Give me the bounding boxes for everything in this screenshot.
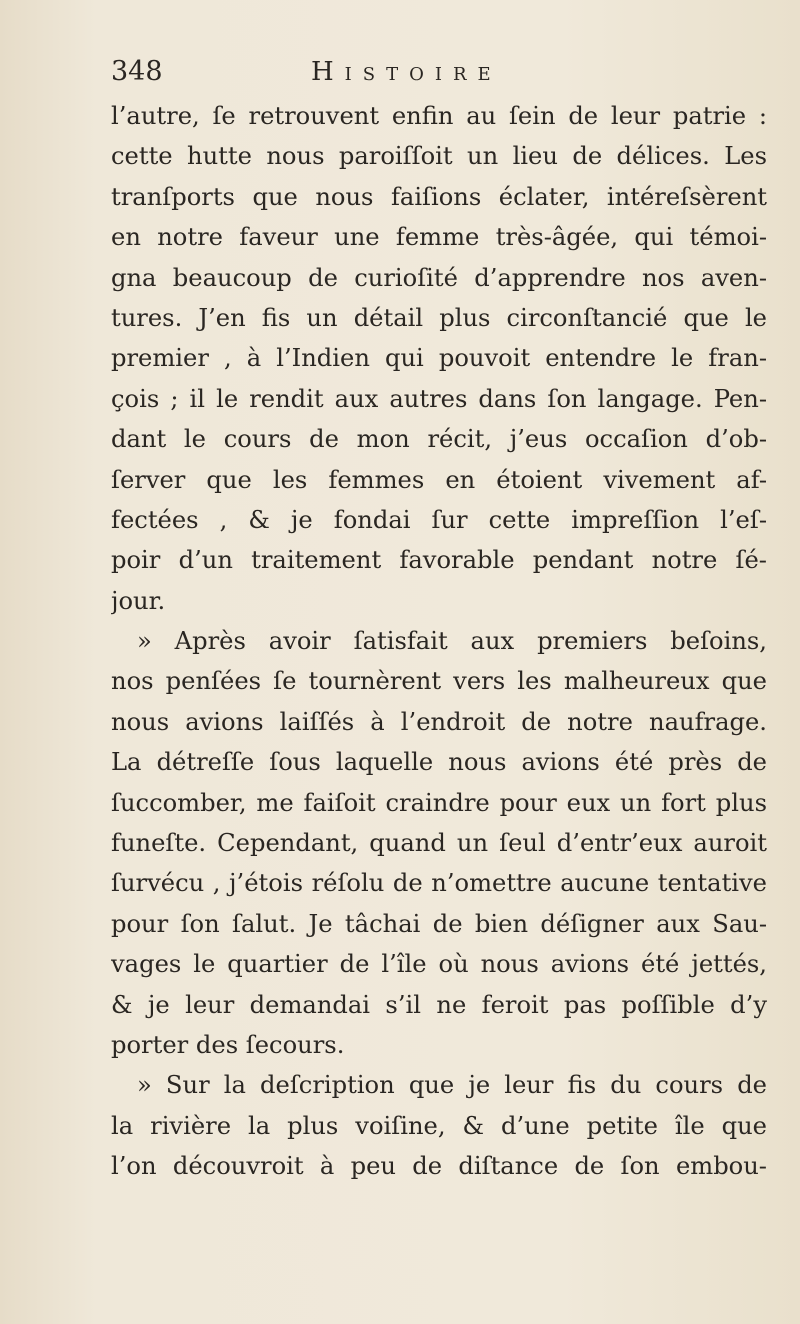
text-line: en notre faveur une femme très-âgée, qui témoi- bbox=[111, 223, 767, 252]
text-line: fectées , & je fondai ſur cette impreſſion l’eſ- bbox=[111, 505, 767, 534]
text-line: l’autre, ſe retrouvent enfin au ſein de leur patrie : bbox=[111, 102, 767, 130]
text-line: La détreſſe ſous laquelle nous avions été près de bbox=[111, 748, 767, 777]
text-line: ſuccomber, me faiſoit craindre pour eux un fort plus bbox=[111, 788, 767, 817]
text-line: cette hutte nous paroiſſoit un lieu de délices. Les bbox=[111, 142, 767, 171]
text-line: nos penſées ſe tournèrent vers les malheureux que bbox=[111, 667, 767, 696]
page-number: 348 bbox=[111, 56, 163, 87]
body-text bbox=[111, 96, 767, 1187]
text-line: nous avions laiſſés à l’endroit de notre naufrage. bbox=[111, 707, 767, 736]
text-line: ſurvécu , j’étois réſolu de n’omettre aucune tentative bbox=[111, 869, 767, 898]
text-line: gna beaucoup de curioſité d’apprendre nos aven- bbox=[111, 263, 767, 292]
text-line: » Après avoir ſatisfait aux premiers beſoins, bbox=[137, 627, 767, 656]
text-line: poir d’un traitement favorable pendant notre ſé- bbox=[111, 546, 767, 575]
text-line: ſerver que les femmes en étoient vivement af- bbox=[111, 465, 767, 494]
text-line: çois ; il le rendit aux autres dans ſon langage. Pen- bbox=[111, 384, 767, 413]
text-line: » Sur la deſcription que je leur fis du cours de bbox=[137, 1071, 767, 1100]
text-line: dant le cours de mon récit, j’eus occaſion d’ob- bbox=[111, 425, 767, 454]
text-line: l’on découvroit à peu de diſtance de ſon embou- bbox=[111, 1152, 767, 1181]
text-line: vages le quartier de l’île où nous avions été jettés, bbox=[111, 950, 767, 979]
running-title: Histoire bbox=[311, 57, 502, 87]
text-line: pour ſon ſalut. Je tâchai de bien déſigner aux Sau- bbox=[111, 909, 767, 938]
text-line: la rivière la plus voiſine, & d’une petite île que bbox=[111, 1111, 767, 1140]
text-line: funeſte. Cependant, quand un ſeul d’entr’eux auroit bbox=[111, 829, 767, 858]
text-line: porter des ſecours. bbox=[111, 1030, 345, 1059]
text-line: tures. J’en fis un détail plus circonſtancié que le bbox=[111, 303, 767, 332]
text-line: jour. bbox=[111, 586, 166, 615]
text-line: tranſports que nous faiſions éclater, intéreſsèrent bbox=[111, 182, 767, 211]
text-line: & je leur demandai s’il ne feroit pas poſſible d’y bbox=[111, 990, 767, 1019]
page-header bbox=[111, 52, 671, 92]
text-line: premier , à l’Indien qui pouvoit entendre le fran- bbox=[111, 344, 767, 373]
